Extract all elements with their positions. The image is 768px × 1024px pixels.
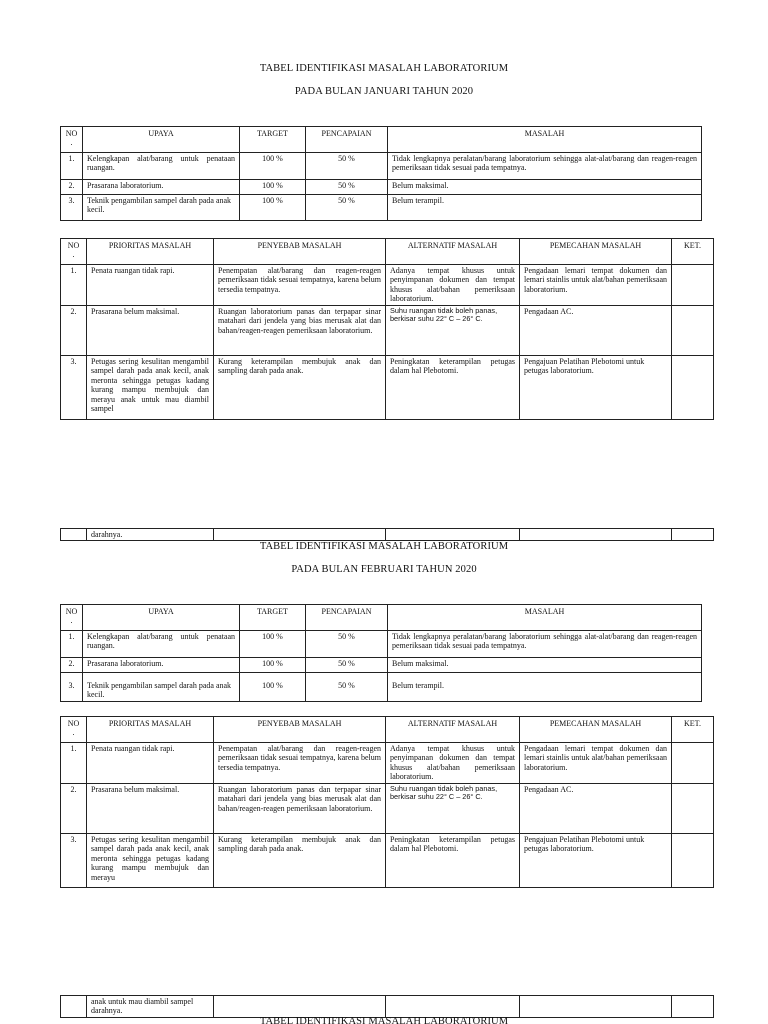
row-no: 1.	[61, 152, 83, 179]
row-masalah: Belum maksimal.	[388, 657, 702, 672]
col-no: NO .	[61, 239, 87, 265]
row-target: 100 %	[240, 657, 306, 672]
cont-no	[61, 996, 87, 1018]
col-masalah: MASALAH	[388, 127, 702, 153]
row-penyebab: Kurang keterampilan membujuk anak dan sampling darah pada anak.	[214, 355, 386, 419]
row-alternatif: Suhu ruangan tidak boleh panas, berkisar suhu 22° C – 26° C.	[386, 305, 520, 355]
col-prioritas: PRIORITAS MASALAH	[87, 717, 214, 743]
row-masalah: Belum terampil.	[388, 194, 702, 220]
col-pencapaian: PENCAPAIAN	[306, 127, 388, 153]
row-pencapaian: 50 %	[306, 672, 388, 701]
cont-no	[61, 529, 87, 541]
row-no: 2.	[61, 657, 83, 672]
feb-prioritas-table	[60, 716, 714, 888]
table-row	[61, 529, 714, 541]
row-target: 100 %	[240, 194, 306, 220]
col-alternatif: ALTERNATIF MASALAH	[386, 239, 520, 265]
row-no: 3.	[61, 833, 87, 887]
table-row	[61, 264, 714, 305]
jan-subtitle: PADA BULAN JANUARI TAHUN 2020	[294, 86, 474, 97]
row-ket	[672, 264, 714, 305]
row-no: 2.	[61, 179, 83, 194]
row-target: 100 %	[240, 152, 306, 179]
col-penyebab: PENYEBAB MASALAH	[214, 717, 386, 743]
col-ket: KET.	[672, 717, 714, 743]
cont-penyebab	[214, 529, 386, 541]
row-penyebab: Penempatan alat/barang dan reagen-reagen pemeriksaan tidak sesuai tempatnya, karena belum tersedia tempatnya.	[214, 742, 386, 783]
row-upaya: Prasarana laboratorium.	[83, 179, 240, 194]
jan-prioritas-table	[60, 238, 714, 420]
row-penyebab: Ruangan laboratorium panas dan terpapar sinar matahari dari jendela yang bias merusak alat dan bahan/reagen-reagen pemeriksaan laboratorium.	[214, 305, 386, 355]
col-pemecahan: PEMECAHAN MASALAH	[520, 717, 672, 743]
col-penyebab: PENYEBAB MASALAH	[214, 239, 386, 265]
table-row	[61, 742, 714, 783]
row-target: 100 %	[240, 672, 306, 701]
table-row	[61, 305, 714, 355]
cont-prioritas: darahnya.	[87, 529, 214, 541]
row-no: 2.	[61, 305, 87, 355]
row-masalah: Tidak lengkapnya peralatan/barang laboratorium sehingga alat-alat/barang dan reagen-reagen pemeriksaan tidak sesuai pada tempatnya.	[388, 152, 702, 179]
col-no: NO .	[61, 605, 83, 631]
row-pemecahan: Pengadaan AC.	[520, 783, 672, 833]
table-row	[61, 672, 702, 701]
jan-continuation-table	[60, 528, 714, 541]
row-ket	[672, 742, 714, 783]
row-no: 3.	[61, 355, 87, 419]
row-pemecahan: Pengajuan Pelatihan Plebotomi untuk petugas laboratorium.	[520, 355, 672, 419]
jan-upaya-table	[60, 126, 702, 221]
cont-pemecahan	[520, 529, 672, 541]
row-alternatif: Peningkatan keterampilan petugas dalam hal Plebotomi.	[386, 355, 520, 419]
row-pemecahan: Pengajuan Pelatihan Plebotomi untuk petugas laboratorium.	[520, 833, 672, 887]
feb-upaya-table	[60, 604, 702, 702]
table-row	[61, 630, 702, 657]
row-prioritas: Petugas sering kesulitan mengambil sampel darah pada anak kecil, anak meronta sehingga petugas kadang kurang mampu membujuk dan merayu anak untuk mau diambil sampel	[87, 355, 214, 419]
next-title: TABEL IDENTIFIKASI MASALAH LABORATORIUM	[259, 1016, 509, 1024]
col-no: NO .	[61, 717, 87, 743]
col-pemecahan: PEMECAHAN MASALAH	[520, 239, 672, 265]
row-no: 2.	[61, 783, 87, 833]
row-pencapaian: 50 %	[306, 194, 388, 220]
col-ket: KET.	[672, 239, 714, 265]
row-upaya: Kelengkapan alat/barang untuk penataan ruangan.	[83, 152, 240, 179]
row-no: 1.	[61, 742, 87, 783]
row-no: 1.	[61, 264, 87, 305]
feb-subtitle: PADA BULAN FEBRUARI TAHUN 2020	[291, 564, 477, 575]
row-prioritas: Penata ruangan tidak rapi.	[87, 742, 214, 783]
row-alternatif: Peningkatan keterampilan petugas dalam hal Plebotomi.	[386, 833, 520, 887]
col-alternatif: ALTERNATIF MASALAH	[386, 717, 520, 743]
table-header-row	[61, 127, 702, 153]
row-alternatif: Adanya tempat khusus untuk penyimpanan dokumen dan tempat khusus alat/bahan pemeriksaan laboratorium.	[386, 742, 520, 783]
row-pencapaian: 50 %	[306, 152, 388, 179]
feb-continuation-table	[60, 995, 714, 1018]
row-pemecahan: Pengadaan lemari tempat dokumen dan lemari stainlis untuk alat/bahan pemeriksaan laboratorium.	[520, 264, 672, 305]
row-upaya: Kelengkapan alat/barang untuk penataan ruangan.	[83, 630, 240, 657]
row-pemecahan: Pengadaan lemari tempat dokumen dan lemari stainlis untuk alat/bahan pemeriksaan laboratorium.	[520, 742, 672, 783]
row-masalah: Belum terampil.	[388, 672, 702, 701]
cont-alternatif	[386, 529, 520, 541]
table-row	[61, 996, 714, 1018]
row-ket	[672, 783, 714, 833]
row-ket	[672, 305, 714, 355]
row-upaya: Prasarana laboratorium.	[83, 657, 240, 672]
row-upaya: Teknik pengambilan sampel darah pada anak kecil.	[83, 672, 240, 701]
row-ket	[672, 355, 714, 419]
col-masalah: MASALAH	[388, 605, 702, 631]
cont-alternatif	[386, 996, 520, 1018]
row-no: 3.	[61, 672, 83, 701]
col-no: NO .	[61, 127, 83, 153]
row-no: 3.	[61, 194, 83, 220]
table-header-row	[61, 605, 702, 631]
table-row	[61, 833, 714, 887]
feb-title: TABEL IDENTIFIKASI MASALAH LABORATORIUM	[259, 541, 509, 552]
row-target: 100 %	[240, 179, 306, 194]
col-prioritas: PRIORITAS MASALAH	[87, 239, 214, 265]
cont-prioritas: anak untuk mau diambil sampel darahnya.	[87, 996, 214, 1018]
row-masalah: Belum maksimal.	[388, 179, 702, 194]
table-row	[61, 355, 714, 419]
row-penyebab: Penempatan alat/barang dan reagen-reagen pemeriksaan tidak sesuai tempatnya, karena belum tersedia tempatnya.	[214, 264, 386, 305]
row-ket	[672, 833, 714, 887]
col-upaya: UPAYA	[83, 605, 240, 631]
table-row	[61, 179, 702, 194]
row-prioritas: Penata ruangan tidak rapi.	[87, 264, 214, 305]
table-row	[61, 194, 702, 220]
col-pencapaian: PENCAPAIAN	[306, 605, 388, 631]
row-alternatif: Adanya tempat khusus untuk penyimpanan dokumen dan tempat khusus alat/bahan pemeriksaan laboratorium.	[386, 264, 520, 305]
cont-penyebab	[214, 996, 386, 1018]
row-prioritas: Petugas sering kesulitan mengambil sampel darah pada anak kecil, anak meronta sehingga petugas kadang kurang mampu membujuk dan merayu	[87, 833, 214, 887]
jan-title: TABEL IDENTIFIKASI MASALAH LABORATORIUM	[259, 63, 509, 74]
table-header-row	[61, 239, 714, 265]
row-alternatif: Suhu ruangan tidak boleh panas, berkisar suhu 22° C – 26° C.	[386, 783, 520, 833]
cont-ket	[672, 996, 714, 1018]
table-row	[61, 657, 702, 672]
row-pencapaian: 50 %	[306, 630, 388, 657]
col-upaya: UPAYA	[83, 127, 240, 153]
next-title-clip	[0, 1016, 768, 1024]
row-pencapaian: 50 %	[306, 657, 388, 672]
col-target: TARGET	[240, 127, 306, 153]
cont-ket	[672, 529, 714, 541]
table-row	[61, 152, 702, 179]
col-target: TARGET	[240, 605, 306, 631]
row-target: 100 %	[240, 630, 306, 657]
row-prioritas: Prasarana belum maksimal.	[87, 783, 214, 833]
row-upaya: Teknik pengambilan sampel darah pada anak kecil.	[83, 194, 240, 220]
row-pemecahan: Pengadaan AC.	[520, 305, 672, 355]
cont-pemecahan	[520, 996, 672, 1018]
row-pencapaian: 50 %	[306, 179, 388, 194]
table-header-row	[61, 717, 714, 743]
table-row	[61, 783, 714, 833]
row-prioritas: Prasarana belum maksimal.	[87, 305, 214, 355]
row-penyebab: Kurang keterampilan membujuk anak dan sampling darah pada anak.	[214, 833, 386, 887]
row-masalah: Tidak lengkapnya peralatan/barang laboratorium sehingga alat-alat/barang dan reagen-reagen pemeriksaan tidak sesuai pada tempatnya.	[388, 630, 702, 657]
row-no: 1.	[61, 630, 83, 657]
row-penyebab: Ruangan laboratorium panas dan terpapar sinar matahari dari jendela yang bias merusak alat dan bahan/reagen-reagen pemeriksaan laboratorium.	[214, 783, 386, 833]
